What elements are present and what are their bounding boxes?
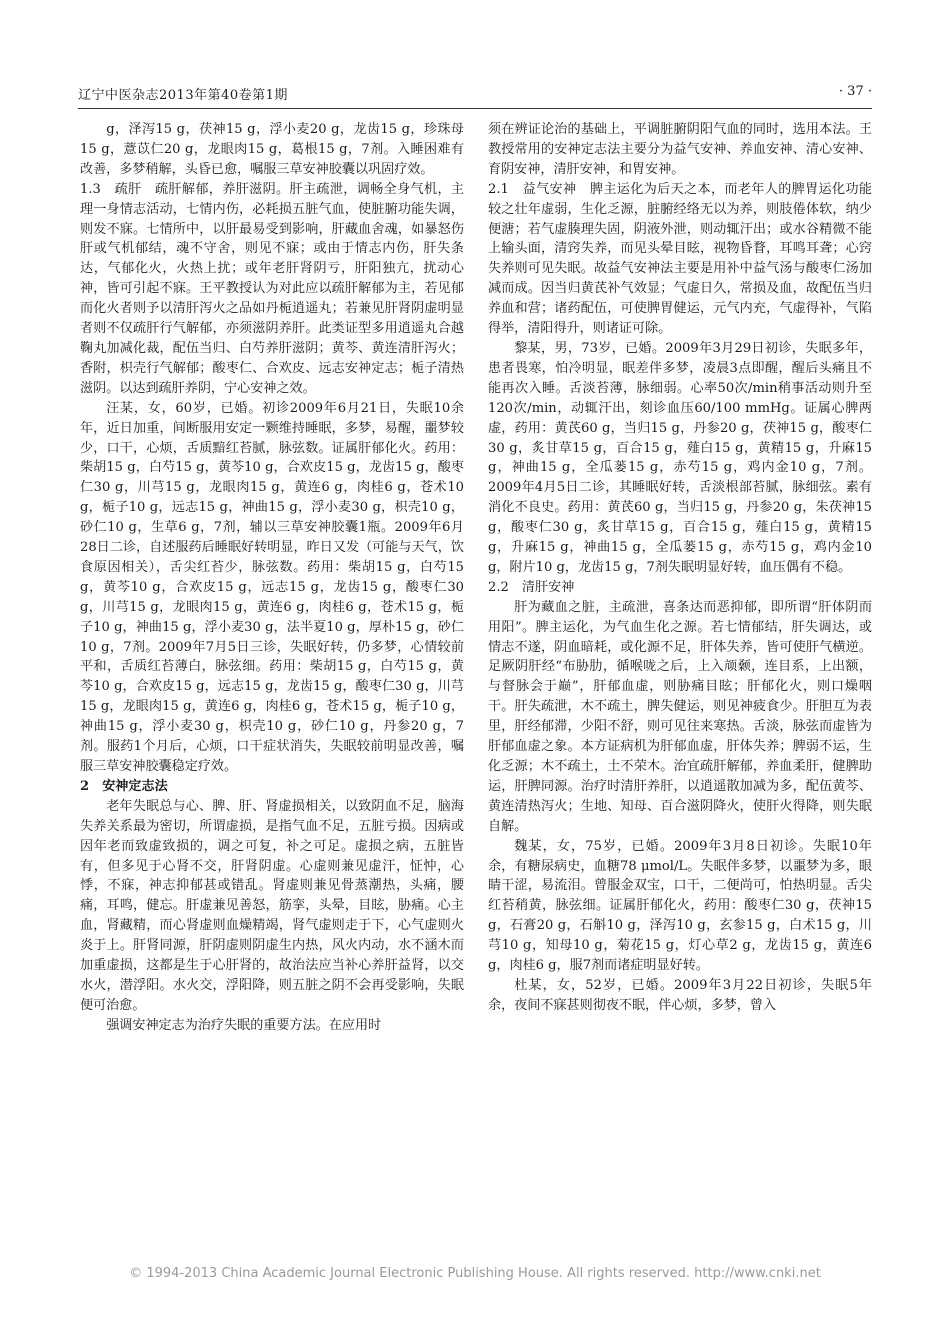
copyright-footer: © 1994-2013 China Academic Journal Electronic Publishing House. All rights reserved. http://www.cnki.net <box>129 1266 821 1281</box>
subsection-paragraph: 2.1 益气安神 脾主运化为后天之本，而老年人的脾胃运化功能较之壮年虚弱，生化乏源，脏腑经络无以为养，则肢倦体软，纳少便溏；若气虚腠理失固，阴液外泄，则动辄汗出；或水谷精微不能上输头面，清窍失养，而见头晕目眩，视物昏瞀，耳鸣耳聋；心窍失养则可见失眠。故益气安神法主要是用补中益气汤与酸枣仁汤加减而成。因当归黄芪补气效显；气虚日久，常损及血，故配伍当归养血和营；诸药配伍，可使脾胃健运，元气内充，气虚得补，气陷得举，清阳得升，则诸证可除。 <box>488 181 872 337</box>
subsection-paragraph: 1.3 疏肝 疏肝解郁，养肝滋阴。肝主疏泄，调畅全身气机，主理一身情志活动，七情内伤，必耗损五脏气血，使脏腑功能失调，则发不寐。七情所中，以肝最易受到影响，肝藏血舍魂，如暴怒伤肝或气机郁结，魂不守舍，则见不寐；或由于情志内伤，肝失条达，气郁化火，火热上扰；或年老肝肾阴亏，肝阳独亢，扰动心神，皆可引起不寐。王平教授认为对此应以疏肝解郁为主，若见郁而化火者则予以清肝泻火之品如丹栀逍遥丸；若兼见肝肾阴虚明显者则不仅疏肝行气解郁，亦须滋阴养肝。此类证型多用逍遥丸合越鞠丸加减化裁，配伍当归、白芍养肝滋阴；黄芩、黄连清肝泻火；香附，枳壳行气解郁；酸枣仁、合欢皮、远志安神定志；栀子清热滋阴。以达到疏肝养阴，宁心安神之效。 <box>80 181 464 396</box>
left-column <box>80 120 464 1250</box>
subsection-paragraph: 2.2 清肝安神 <box>488 579 575 595</box>
body-paragraph: 杜某，女，52岁，已婚。2009年3月22日初诊，失眠5年余，夜间不寐甚则彻夜不眠，伴心烦，多梦，曾入 <box>488 977 872 1013</box>
header-rule <box>78 108 872 109</box>
body-paragraph: 须在辨证论治的基础上，平调脏腑阴阳气血的同时，选用本法。王教授常用的安神定志法主要分为益气安神、养血安神、清心安神、育阴安神，清肝安神，和胃安神。 <box>488 122 872 177</box>
body-paragraph: g，泽泻15 g，茯神15 g，浮小麦20 g，龙齿15 g，珍珠母15 g，薏苡仁20 g，龙眼肉15 g，葛根15 g，7剂。入睡困难有改善，多梦稍解，头昏已愈，嘱服三草安神胶囊以巩固疗效。 <box>80 122 464 177</box>
page-number: · 37 · <box>838 84 872 99</box>
right-column <box>488 120 872 1250</box>
body-paragraph: 汪某，女，60岁，已婚。初诊2009年6月21日，失眠10余年，近日加重，间断服用安定一颗维持睡眠，多梦，易醒，噩梦较少，口干，心烦，舌质黯红苔腻，脉弦数。证属肝郁化火。药用：柴胡15 g，白芍15 g，黄芩10 g，合欢皮15 g，龙齿15 g，酸枣仁30 g，川芎15 g，龙眼肉15 g，黄连6 g，肉桂6 g，苍术10 g，栀子10 g，远志15 g，神曲15 g，浮小麦30 g，枳壳10 g，砂仁10 g，生草6 g，7剂，辅以三草安神胶囊1瓶。2009年6月28日二诊，自述服药后睡眠好转明显，昨日又发（可能与天气，饮食原因相关），舌尖红苔少，脉弦数。药用：柴胡15 g，白芍15 g，黄芩10 g，合欢皮15 g，远志15 g，龙齿15 g，酸枣仁30 g，川芎15 g，龙眼肉15 g，黄连6 g，肉桂6 g，苍术15 g，栀子10 g，神曲15 g，浮小麦30 g，法半夏10 g，厚朴15 g，砂仁10 g，7剂。2009年7月5日三诊，失眠好转，仍多梦，心情较前平和，舌质红苔薄白，脉弦细。药用：柴胡15 g，白芍15 g，黄芩10 g，合欢皮15 g，远志15 g，龙齿15 g，酸枣仁30 g，川芎15 g，龙眼肉15 g，黄连6 g，肉桂6 g，苍术15 g，栀子10 g，神曲15 g，浮小麦30 g，枳壳10 g，砂仁10 g，丹参20 g，7剂。服药1个月后，心烦，口干症状消失，失眠较前明显改善，嘱服三草安神胶囊稳定疗效。 <box>80 400 464 774</box>
body-paragraph: 魏某，女，75岁，已婚。2009年3月8日初诊。失眠10年余，有糖尿病史，血糖78 μmol/L。失眠伴多梦，以噩梦为多，眼睛干涩，易流泪。曾服金双宝，口干，二便尚可，怕热明显。舌尖红苔稍黄，脉弦细。证属肝郁化火，药用：酸枣仁30 g，茯神15 g，石膏20 g，石斛10 g，泽泻10 g，玄参15 g，白术15 g，川芎10 g，知母10 g，菊花15 g，灯心草2 g，龙齿15 g，黄连6 g，肉桂6 g，服7剂而诸症明显好转。 <box>488 838 872 974</box>
section-heading: 2 安神定志法 <box>80 778 168 794</box>
body-paragraph: 老年失眠总与心、脾、肝、肾虚损相关，以致阴血不足，脑海失养关系最为密切，所谓虚损，是指气血不足，五脏亏损。因病或因年老而致虚致损的，调之可复，补之可足。虚损之病，五脏皆有，但多见于心肾不交，肝肾阴虚。心虚则兼见虚汗，怔忡，心悸，不寐，神志抑郁甚或错乱。肾虚则兼见骨蒸潮热，头痛，腰痛，耳鸣，健忘。肝虚兼见善怒，筋挛，头晕，目眩，胁痛。心主血，肾藏精，而心肾虚则血燥精竭，肾气虚则走于下，心气虚则火炎于上。肝肾同源，肝阴虚则阴虚生内热，风火内动，水不涵木而加重虚损，这都是生于心肝肾的，故治法应当补心养肝益肾，以交水火，潜浮阳。水火交，浮阳降，则五脏之阴不会再受影响，失眠便可治愈。 <box>80 798 464 1013</box>
body-paragraph: 黎某，男，73岁，已婚。2009年3月29日初诊，失眠多年，患者畏寒，怕冷明显，眠差伴多梦，凌晨3点即醒，醒后头痛且不能再次入睡。舌淡苔薄，脉细弱。心率50次/min稍事活动则升至120次/min，动辄汗出，刻诊血压60/100 mmHg。证属心脾两虚，药用：黄芪60 g，当归15 g，丹参20 g，茯神15 g，酸枣仁30 g，炙甘草15 g，百合15 g，薤白15 g，黄精15 g，升麻15 g，神曲15 g，全瓜蒌15 g，赤芍15 g，鸡内金10 g，7剂。2009年4月5日二诊，其睡眠好转，舌淡根部苔腻，脉细弦。素有消化不良史。药用：黄芪60 g，当归15 g，丹参20 g，朱茯神15 g，酸枣仁30 g，炙甘草15 g，百合15 g，薤白15 g，黄精15 g，升麻15 g，神曲15 g，全瓜蒌15 g，赤芍15 g，鸡内金10 g，附片10 g，龙齿15 g，7剂失眠明显好转，血压偶有不稳。 <box>488 340 872 575</box>
journal-title: 辽宁中医杂志2013年第40卷第1期 <box>78 88 288 103</box>
running-header <box>78 84 872 106</box>
body-paragraph: 肝为藏血之脏，主疏泄，喜条达而恶抑郁，即所谓“肝体阴而用阳”。脾主运化，为气血生化之源。若七情郁结，肝失调达，或情志不遂，阴血暗耗，或化源不足，肝体失养，皆可使肝气横逆。足厥阴肝经“布胁肋，循喉咙之后，上入颃颡，连目系，上出额，与督脉会于巅”，肝郁血虚，则胁痛目眩；肝郁化火，则口燥咽干。肝失疏泄，木不疏土，脾失健运，则见神疲食少。肝胆互为表里，肝经郁滞，少阳不舒，则可见往来寒热。舌淡，脉弦而虚皆为肝郁血虚之象。本方证病机为肝郁血虚，肝体失养；脾弱不运，生化乏源；木不疏土，土不荣木。治宜疏肝解郁，养血柔肝，健脾助运，肝脾同源。治疗时清肝养肝，以逍遥散加减为多，配伍黄芩、黄连清热泻火；生地、知母、百合滋阴降火，使肝火得降，则失眠自解。 <box>488 599 872 834</box>
body-paragraph: 强调安神定志为治疗失眠的重要方法。在应用时 <box>106 1017 382 1033</box>
